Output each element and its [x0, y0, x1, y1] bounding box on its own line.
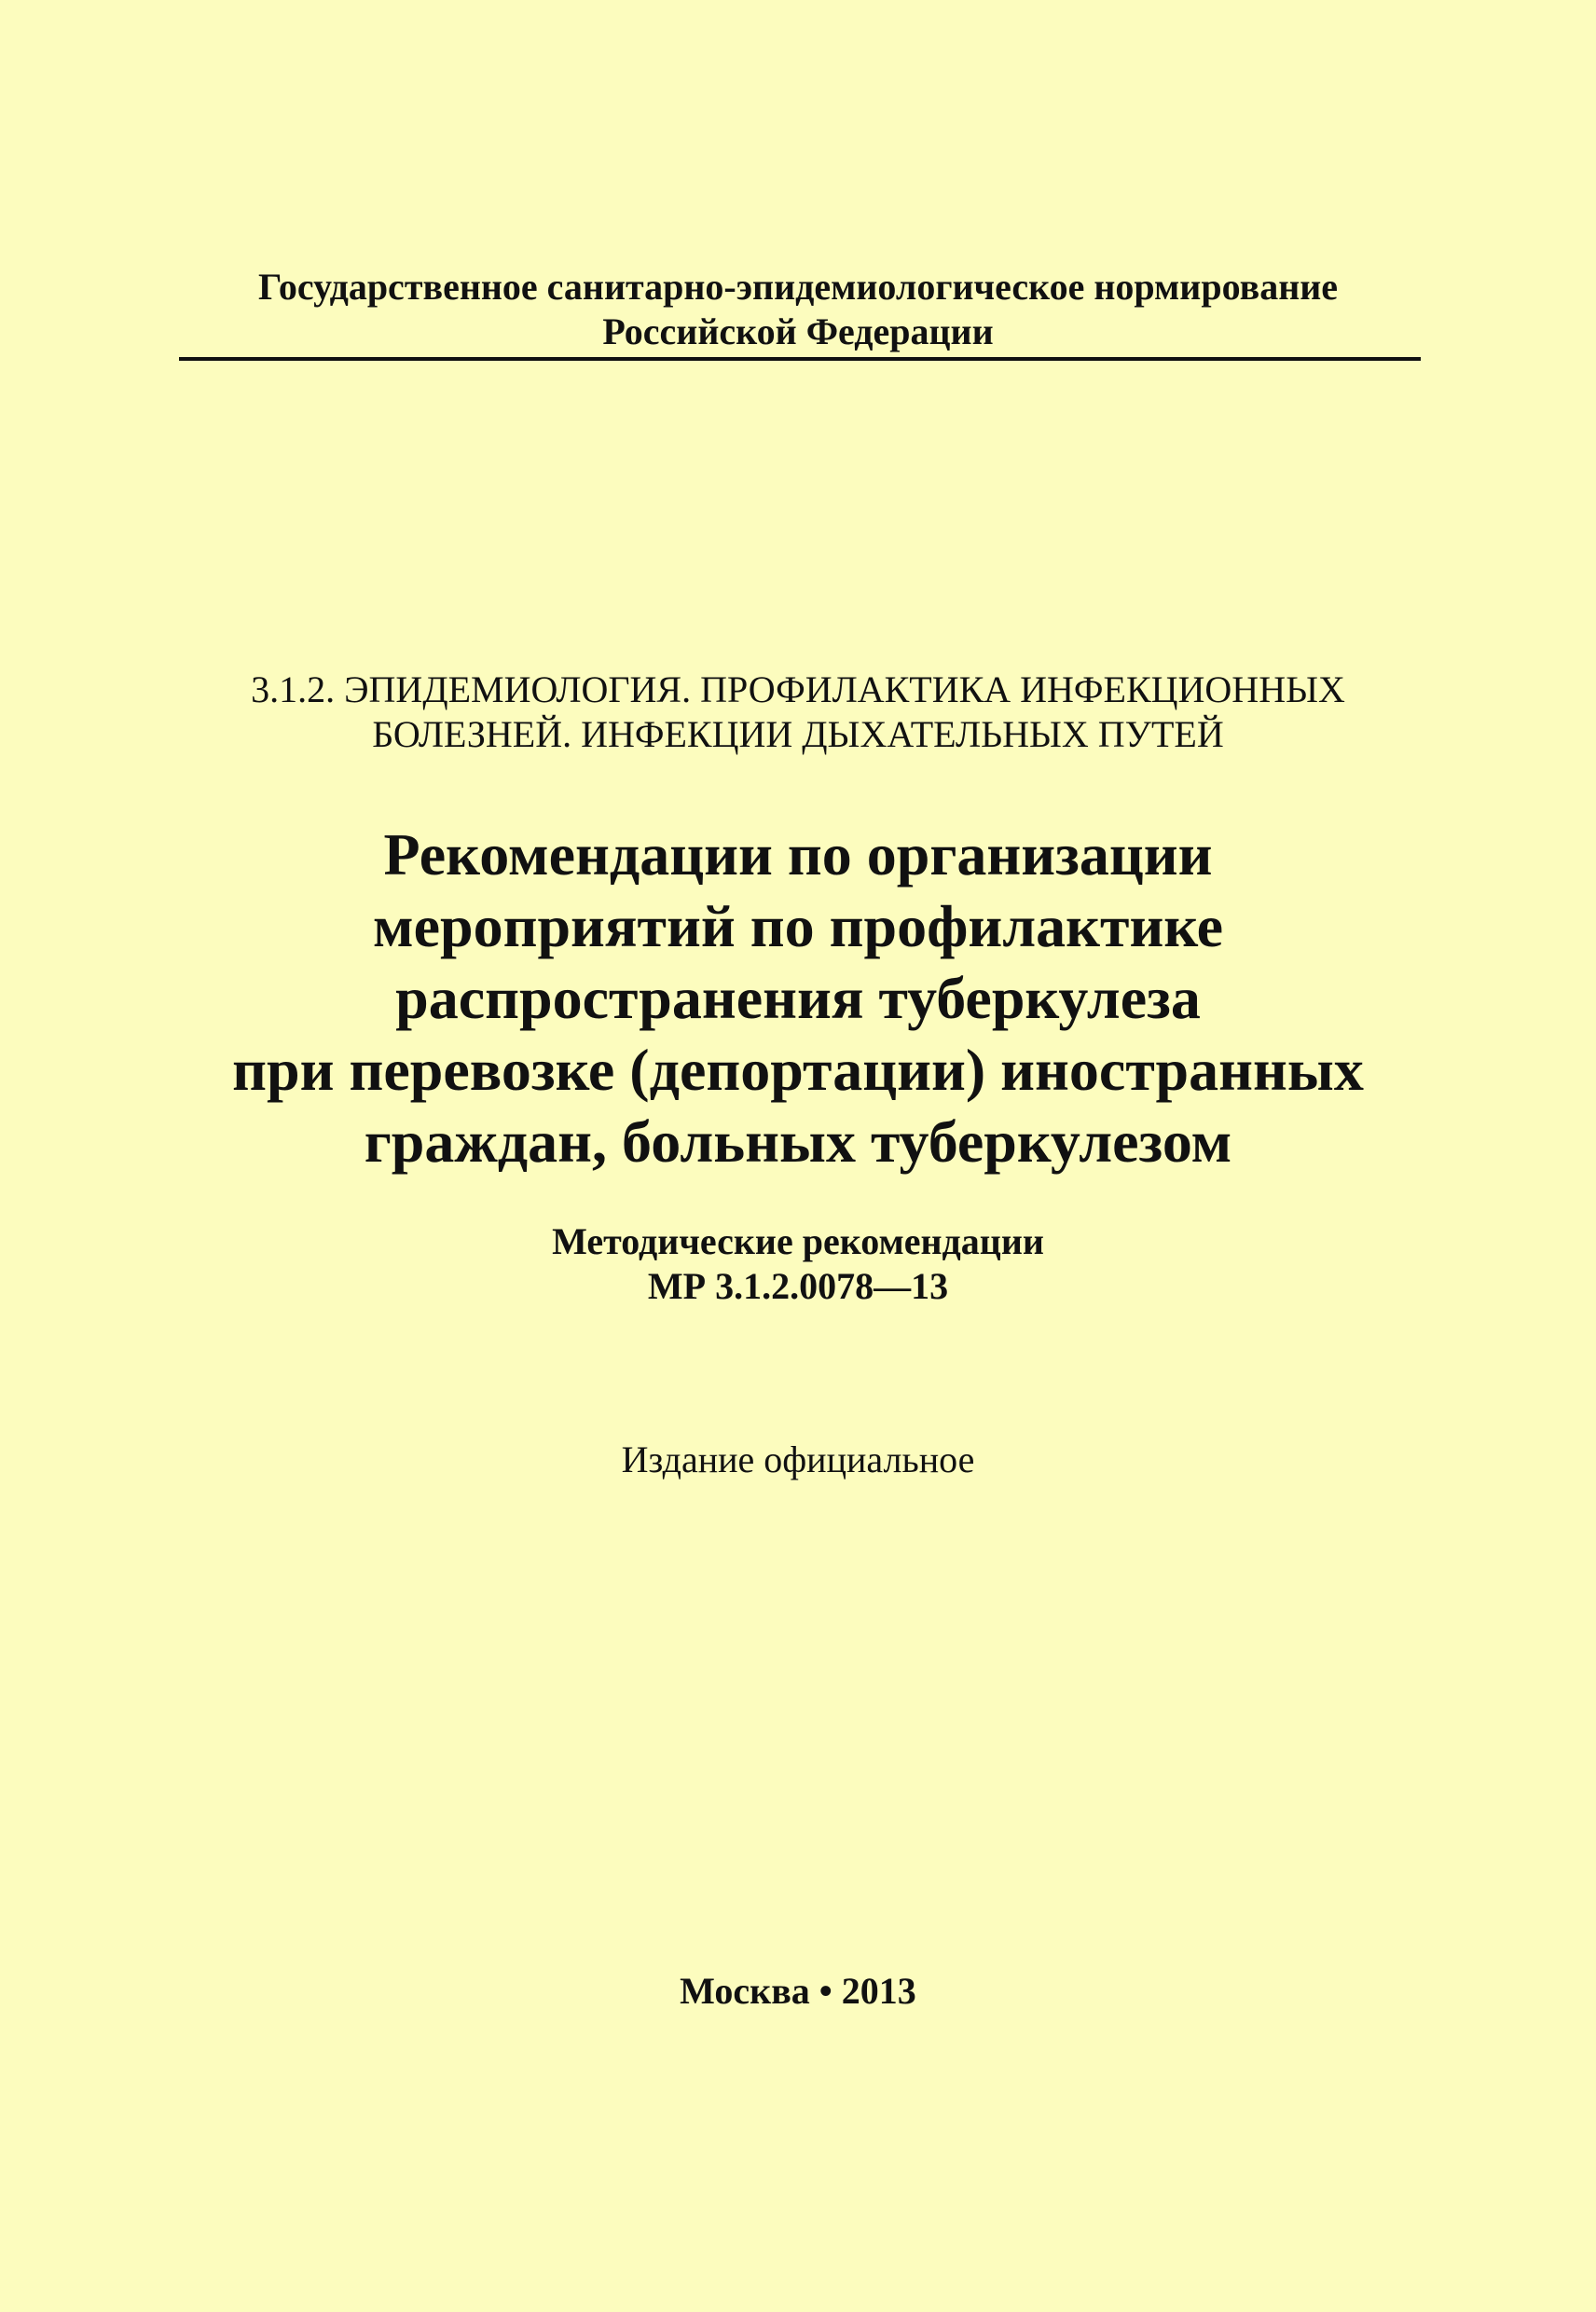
publication-place-year: Москва • 2013 — [680, 1970, 916, 2012]
document-category — [0, 667, 1596, 757]
category-line-1: 3.1.2. ЭПИДЕМИОЛОГИЯ. ПРОФИЛАКТИКА ИНФЕКЦИОННЫХ — [251, 668, 1345, 710]
header-divider — [179, 357, 1421, 361]
title-line-1: Рекомендации по организации — [383, 821, 1213, 888]
category-line-2: БОЛЕЗНЕЙ. ИНФЕКЦИИ ДЫХАТЕЛЬНЫХ ПУТЕЙ — [372, 713, 1224, 755]
document-code: МР 3.1.2.0078—13 — [647, 1265, 949, 1307]
document-title — [0, 819, 1596, 1177]
issuing-authority-header — [0, 265, 1596, 354]
title-line-4: при перевозке (депортации) иностранных — [232, 1037, 1364, 1103]
header-line-1: Государственное санитарно-эпидемиологическое нормирование — [257, 266, 1339, 308]
document-type: Методические рекомендации — [552, 1220, 1044, 1262]
title-line-2: мероприятий по профилактике — [372, 893, 1224, 959]
document-subtitle — [0, 1219, 1596, 1309]
header-line-2: Российской Федерации — [602, 310, 994, 352]
edition-label: Издание официальное — [621, 1438, 975, 1480]
title-line-3: распространения туберкулеза — [395, 965, 1201, 1031]
title-line-5: граждан, больных туберкулезом — [364, 1108, 1232, 1175]
